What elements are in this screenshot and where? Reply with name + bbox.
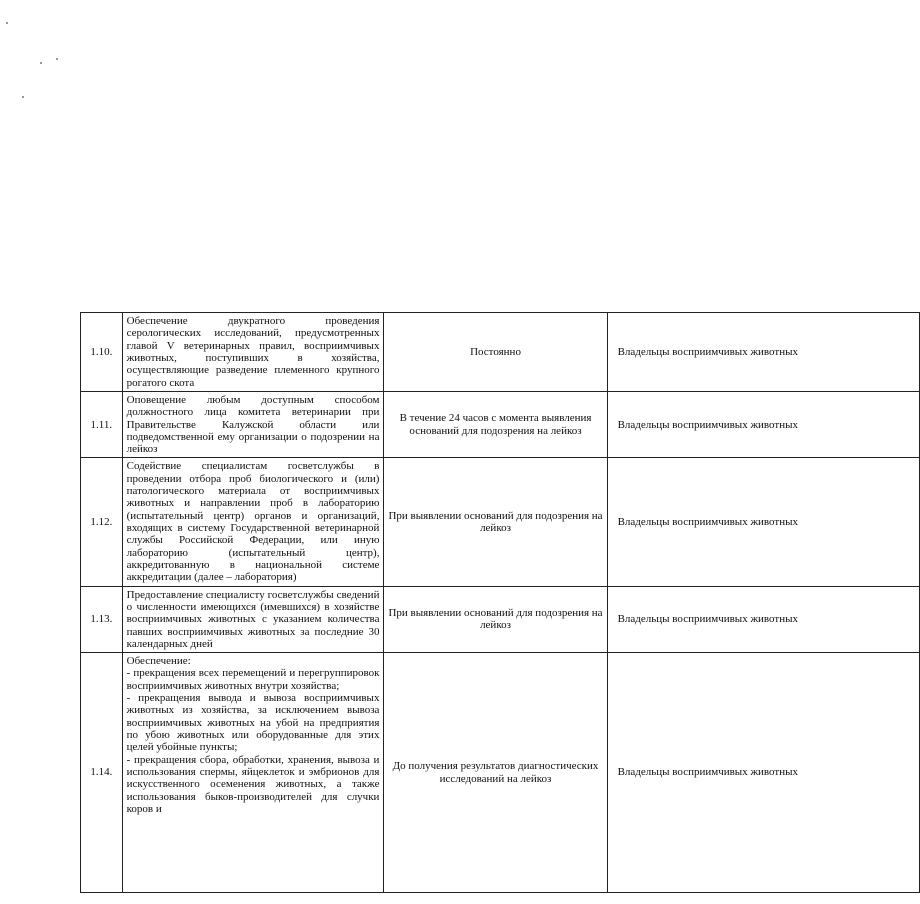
table-row: [81, 458, 920, 586]
deadline-text: При выявлении оснований для подозрения на лейкоз: [384, 458, 607, 586]
responsible-text: Владельцы восприимчивых животных: [607, 586, 919, 653]
row-number: 1.12.: [81, 458, 123, 586]
measure-text: [122, 653, 384, 893]
table-row: [81, 391, 920, 458]
measure-text: Содействие специалистам госветслужбы в проведении отбора проб биологического и (или) патологического материала от восприимчивых животных и направлении проб в лабораторию (испытательный центр) органов и организаций, входящих в систему Государственной ветеринарной службы Российской Федерации, или иную лабораторию (испытательный центр), аккредитованную в национальной системе аккредитации (далее – лаборатория): [122, 458, 384, 586]
table-row: [81, 313, 920, 392]
measure-text: Обеспечение двукратного проведения серологических исследований, предусмотренных главой V ветеринарных правил, восприимчивых животных, поступивших в хозяйства, осуществляющие разведение племенного крупного рогатого скота: [122, 313, 384, 392]
measure-line: - прекращения всех перемещений и перегруппировок восприимчивых животных внутри хозяйства;: [126, 667, 380, 692]
deadline-text: В течение 24 часов с момента выявления оснований для подозрения на лейкоз: [384, 391, 607, 458]
row-number: 1.10.: [81, 313, 123, 392]
measure-line: - прекращения вывода и вывоза восприимчивых животных из хозяйства, за исключением вывоза восприимчивых животных на убой на предприятия по убою животных или оборудованные для этих целей убойные пункты;: [126, 692, 380, 754]
scan-speck: [40, 62, 42, 64]
table-row: [81, 653, 920, 893]
responsible-text: Владельцы восприимчивых животных: [607, 458, 919, 586]
deadline-text: При выявлении оснований для подозрения на лейкоз: [384, 586, 607, 653]
scan-speck: [22, 96, 24, 98]
row-number: 1.11.: [81, 391, 123, 458]
scan-speck: [56, 58, 58, 60]
rotated-document-page: [80, 312, 920, 856]
scan-speck: [6, 22, 8, 24]
responsible-text: Владельцы восприимчивых животных: [607, 391, 919, 458]
measure-line: Обеспечение:: [126, 655, 191, 668]
responsible-text: Владельцы восприимчивых животных: [607, 653, 919, 893]
responsible-text: Владельцы восприимчивых животных: [607, 313, 919, 392]
row-number: 1.13.: [81, 586, 123, 653]
deadline-text: До получения результатов диагностических исследований на лейкоз: [384, 653, 607, 893]
measures-table: [80, 312, 920, 893]
table-row: [81, 586, 920, 653]
measure-line: - прекращения сбора, обработки, хранения, вывоза и использования спермы, яйцеклеток и эмбрионов для искусственного осеменения животных, а также использования быков-производителей для случки коров и: [126, 753, 380, 815]
deadline-text: Постоянно: [384, 313, 607, 392]
measure-text: Оповещение любым доступным способом должностного лица комитета ветеринарии при Правительстве Калужской области или подведомственной ему организации о подозрении на лейкоз: [122, 391, 384, 458]
row-number: 1.14.: [81, 653, 123, 893]
measure-text: Предоставление специалисту госветслужбы сведений о численности имеющихся (имевшихся) в хозяйстве восприимчивых животных с указанием количества павших восприимчивых животных за последние 30 календарных дней: [122, 586, 384, 653]
